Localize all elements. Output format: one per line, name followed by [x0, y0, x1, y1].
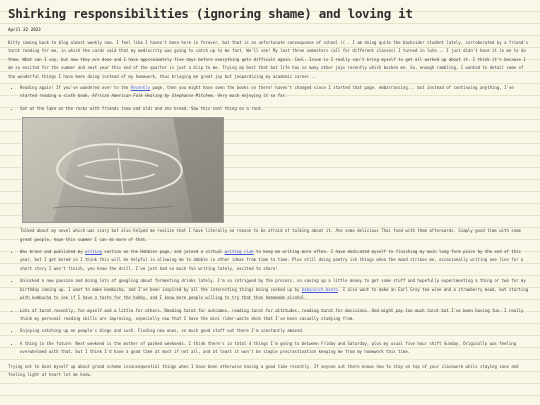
list-item-writing [20, 248, 532, 273]
post-title: Shirking responsibilities (ignoring shame) and loving it [8, 6, 413, 21]
kombucha-text-1: Unlocked a new passion and doing lots of googling about fermenting drinks lately. I'm so intrigued by the process, so saving up a little money to get some stuff and hopefully experimenting a thing or two for my birthday coming up. I want to make kombucha, and I've been inspired by all the interesting things being cooked up by [20, 278, 526, 292]
list-item-tarot: • Lots of tarot recently, for myself and a little for others. Reading tarot for outcomes, reading tarot for attitudes, reading tarot for decisions. And might pay too much tarot but I've been having fun. I really think my personal reading skills are improving, especially now that I have the mini rider-waite deck that I've been casually studying from. [20, 307, 532, 324]
photo-caption: Talked about my novel which was scary but also helped me realize that I have literally no reason to be afraid of talking about it. Ate some delicious Thai food with them afterwards. Simply good time with some great people, hope this summer I can do more of that. [20, 228, 521, 242]
kombucha-text-2: . I also want to make an Earl Grey tea wine and a strawberry mead, but starting with kombucha to see if I have a taste for the hobby, and I know more people willing to try that than homemade alcohol. [20, 286, 529, 301]
rock-photo [22, 117, 224, 223]
list-item-lake [20, 105, 532, 244]
list-item-blogs: • Enjoying catching up on people's blogs and such. Finding new ones, so much good stuff out there I'm constantly amazed. [20, 327, 532, 335]
writing-text-1: Was brave and published my [20, 249, 86, 255]
rock-photo-drawing [23, 118, 223, 222]
list-item-weekend: • A thing in the future: Next weekend is the mother of packed weekends. I think there's in total 4 things I'm going to between Friday and Saturday, plus my usual five hour shift Sunday. Originally was feeling overwhelmed with that, but I think I'd have a good time at most if not all, and at least it won't be simple procrastination keeping me from my homework this time. [20, 340, 532, 357]
babyninch-link[interactable]: babyninch.bento [301, 286, 338, 292]
writing-link[interactable]: writing [85, 249, 102, 255]
recently-link[interactable]: Recently [130, 85, 151, 91]
intro-paragraph: Kitty coming back to blog almost weekly now. I feel like I haven't been here in forever, but that is an unfortunate consequence of school (( . I am doing quite the backsider student lately, corroborated by a friend's tarot reading for me, in which the cards said that my mediocrity was going to catch up to me fast. We'll see! My last three semesters (all for different classes) I turned in late... I just didn't have it in me to do them. What can I say, but now they are done and I have approximately five days before everything gets difficult again. Cool. Issue is I really can't bring myself to get all worked up about it. I think it's because I am so excited for the summer and next year this end of the quarter is just a blip to me. Trying my best that but life has so many other joys recently which beckon me. So, enough rambling, I wanted to detail some of the wonderful things I have been doing instead of my homework, thus bringing me great joy but jeopardizing my academic career... [8, 40, 529, 79]
writing-text-3: to keep me writing more often. I have dedicated myself to finishing my main long form piece by the end of this year, but I get bored so I think this will be helpful in allowing me to dabble in other ideas from time to time. Plus still doing poetry ish things when the mood strikes me, occasionally writing one line for a short story I won't finish, you know the drill. I've just had so much fun writing lately, excited to share! [20, 249, 524, 271]
post-date: April 22 2023 [8, 27, 41, 32]
writing-text-2: section on the Hobbies page, and joined a virtual [101, 249, 225, 255]
list-item-reading [20, 84, 532, 101]
writing-club-link[interactable]: writing club [224, 249, 254, 255]
activity-list [8, 84, 532, 357]
reading-text-1: Reading again! If you've wandered over to the [20, 85, 131, 91]
list-item-kombucha [20, 277, 532, 302]
lake-text: Sat at the lake on the rocks with friends (new and old) and ate bread. Saw this cool thing on a rock. [20, 105, 264, 111]
reading-text-2: page, then you might have seen the books on there! haven't changed since I started that page. embarrassing... but instead of continuing anything, I've started reading a sixth book, [20, 85, 514, 99]
reading-book-title: African American Folk Healing by Stephanie Mitchem. [92, 93, 216, 99]
reading-text-3: Very much enjoying it so far. [215, 93, 288, 99]
closing-paragraph: Trying not to beat myself up about grand scheme inconsequential things when I have been otherwise having a good time recently. If anyone out there knows how to stay on top of your classwork while staying sane and feeling light at heart let me know. [8, 363, 519, 377]
